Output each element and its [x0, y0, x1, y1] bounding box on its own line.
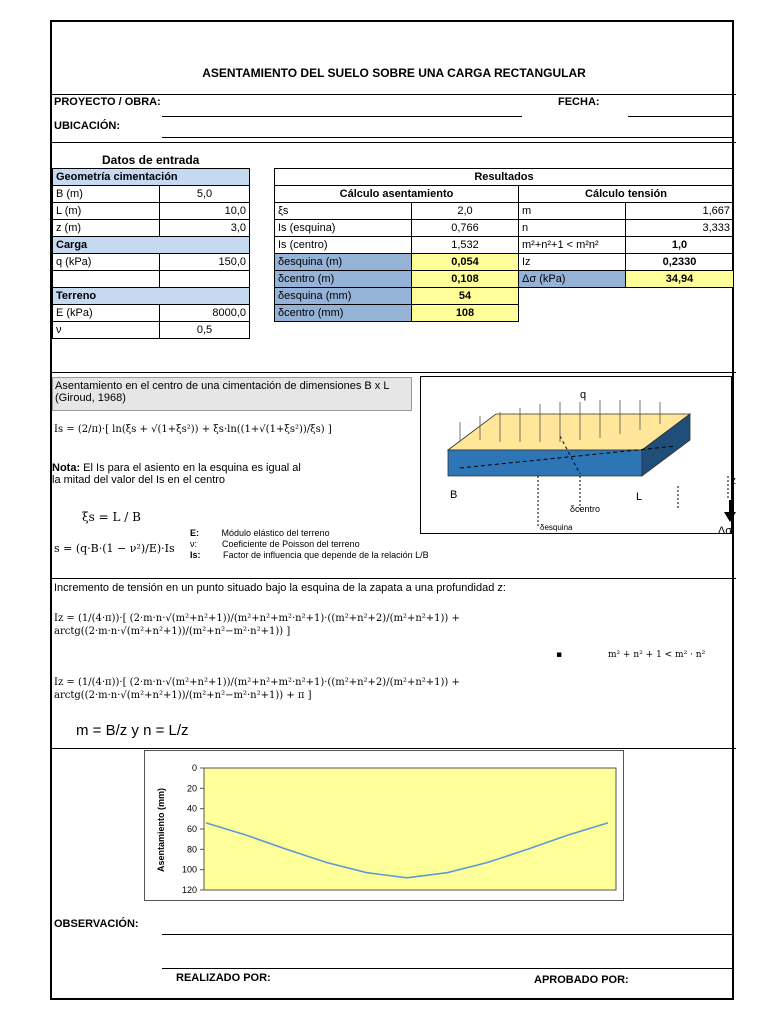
y-tick-label: 40: [186, 803, 197, 814]
project-label: PROYECTO / OBRA:: [54, 96, 161, 108]
l-label: L (m): [53, 203, 160, 220]
y-tick-label: 120: [181, 885, 197, 895]
theory-box: Asentamiento en el centro de una cimentación de dimensiones B x L (Giroud, 1968): [52, 377, 412, 411]
l-value[interactable]: 10,0: [160, 203, 250, 220]
stress-heading: Cálculo tensión: [519, 186, 734, 203]
location-label: UBICACIÓN:: [54, 120, 120, 132]
made-by-label: REALIZADO POR:: [176, 972, 271, 984]
d-center-mm-label: δcentro (mm): [275, 305, 412, 322]
xi-label: ξs: [275, 203, 412, 220]
y-tick-label: 100: [181, 864, 197, 875]
e-label: E (kPa): [53, 305, 160, 322]
y-tick-label: 0: [191, 763, 197, 773]
z-label: z (m): [53, 220, 160, 237]
m-value: 1,667: [626, 203, 734, 220]
settlement-heading: Cálculo asentamiento: [275, 186, 519, 203]
is-formula: Is = (2/π)·[ ln(ξs + √(1+ξs²)) + ξs·ln((1+√(1+ξs²))/ξs) ]: [54, 424, 332, 435]
d-corner-m-label: δesquina (m): [275, 254, 412, 271]
z-value[interactable]: 3,0: [160, 220, 250, 237]
observation-field[interactable]: [162, 934, 734, 935]
n-value: 3,333: [626, 220, 734, 237]
project-field[interactable]: [162, 116, 522, 117]
page-title: ASENTAMIENTO DEL SUELO SOBRE UNA CARGA RECTANGULAR: [202, 66, 586, 80]
y-tick-label: 80: [186, 844, 197, 855]
n-label: n: [519, 220, 626, 237]
xi-formula: ξs = L / B: [82, 510, 141, 524]
iz-value: 0,2330: [626, 254, 734, 271]
foundation-diagram: [420, 376, 736, 537]
q-value[interactable]: 150,0: [160, 254, 250, 271]
d-center-label: δcentro: [570, 504, 601, 514]
empty-cell: [53, 271, 160, 288]
d-center-m-value: 0,108: [412, 271, 519, 288]
date-field[interactable]: [628, 116, 734, 117]
divider: [52, 748, 736, 749]
plot-area: [204, 768, 616, 890]
d-center-mm-value: 108: [412, 305, 519, 322]
settlement-chart: [144, 750, 624, 902]
m-label: m: [519, 203, 626, 220]
z-label: z: [730, 475, 736, 487]
divider: [52, 578, 736, 579]
date-label: FECHA:: [558, 96, 600, 108]
load-heading: Carga: [53, 237, 250, 254]
observation-label: OBSERVACIÓN:: [54, 918, 139, 930]
is-corner-value: 0,766: [412, 220, 519, 237]
d-corner-mm-value: 54: [412, 288, 519, 305]
signature-line: [162, 968, 274, 969]
y-axis-label: Asentamiento (mm): [156, 787, 166, 873]
inputs-table: [52, 168, 250, 339]
y-tick-label: 60: [186, 824, 197, 834]
d-corner-mm-label: δesquina (mm): [275, 288, 412, 305]
note-bold: Nota:: [52, 462, 81, 474]
q-label: q: [580, 389, 587, 401]
b-label: B: [450, 489, 458, 501]
divider: [52, 142, 736, 143]
dsigma-label: Δσ (kPa): [519, 271, 626, 288]
divider: [52, 372, 736, 373]
results-heading: Resultados: [275, 169, 734, 186]
dsigma-label: Δσ: [717, 525, 732, 537]
d-corner-m-value: 0,054: [412, 254, 519, 271]
sheet-frame: [50, 20, 734, 1000]
is-corner-label: Is (esquina): [275, 220, 412, 237]
y-tick-label: 20: [186, 783, 197, 794]
empty-cell: [160, 271, 250, 288]
d-corner-label: δesquina: [540, 523, 573, 532]
location-field[interactable]: [162, 137, 734, 138]
results-table: [274, 168, 734, 322]
is-center-value: 1,532: [412, 237, 519, 254]
approved-by-label: APROBADO POR:: [534, 974, 629, 986]
b-label: B (m): [53, 186, 160, 203]
is-center-label: Is (centro): [275, 237, 412, 254]
dsigma-value: 34,94: [626, 271, 734, 288]
l-label: L: [636, 491, 643, 503]
nu-value[interactable]: 0,5: [160, 322, 250, 339]
legend: E: Módulo elástico del terreno ν: Coeficiente de Poisson del terreno Is: Factor de influencia que depende de la relación L/B: [190, 528, 429, 560]
q-label: q (kPa): [53, 254, 160, 271]
signature-line: [522, 968, 630, 969]
geometry-heading: Geometría cimentación: [53, 169, 250, 186]
mn-definition: m = B/z y n = L/z: [76, 722, 189, 739]
iz-formula-2: Iz = (1/(4·π))·[ (2·m·n·√(m²+n²+1))/(m²+n²+m²·n²+1)·((m²+n²+2)/(m²+n²+1)) + arctg((2·m·n·√(m²+n²+1))/(m²+n²−m²·n²+1)) + π ]: [54, 677, 460, 701]
b-value[interactable]: 5,0: [160, 186, 250, 203]
note-text: El Is para el asiento en la esquina es igual al la mitad del valor del Is en el centro: [52, 462, 301, 486]
note: [52, 462, 312, 486]
condition-label: m²+n²+1 < m²n²: [519, 237, 626, 254]
d-center-m-label: δcentro (m): [275, 271, 412, 288]
iz-label: Iz: [519, 254, 626, 271]
inputs-heading: Datos de entrada: [102, 153, 200, 167]
iz-formula-1: Iz = (1/(4·π))·[ (2·m·n·√(m²+n²+1))/(m²+n²+m²·n²+1)·((m²+n²+2)/(m²+n²+1)) + arctg((2·m·n·√(m²+n²+1))/(m²+n²−m²·n²+1)) ]: [54, 613, 460, 637]
condition-value: 1,0: [626, 237, 734, 254]
condition-formula: m² + n² + 1 < m² · n²: [608, 650, 706, 660]
bullet: ▪: [556, 650, 563, 660]
xi-value: 2,0: [412, 203, 519, 220]
divider: [52, 94, 736, 95]
nu-label: ν: [53, 322, 160, 339]
stress-intro: Incremento de tensión en un punto situado bajo la esquina de la zapata a una profundidad z:: [54, 582, 506, 594]
soil-heading: Terreno: [53, 288, 250, 305]
e-value[interactable]: 8000,0: [160, 305, 250, 322]
s-formula: s = (q·B·(1 − ν²)/E)·Is: [54, 542, 175, 555]
